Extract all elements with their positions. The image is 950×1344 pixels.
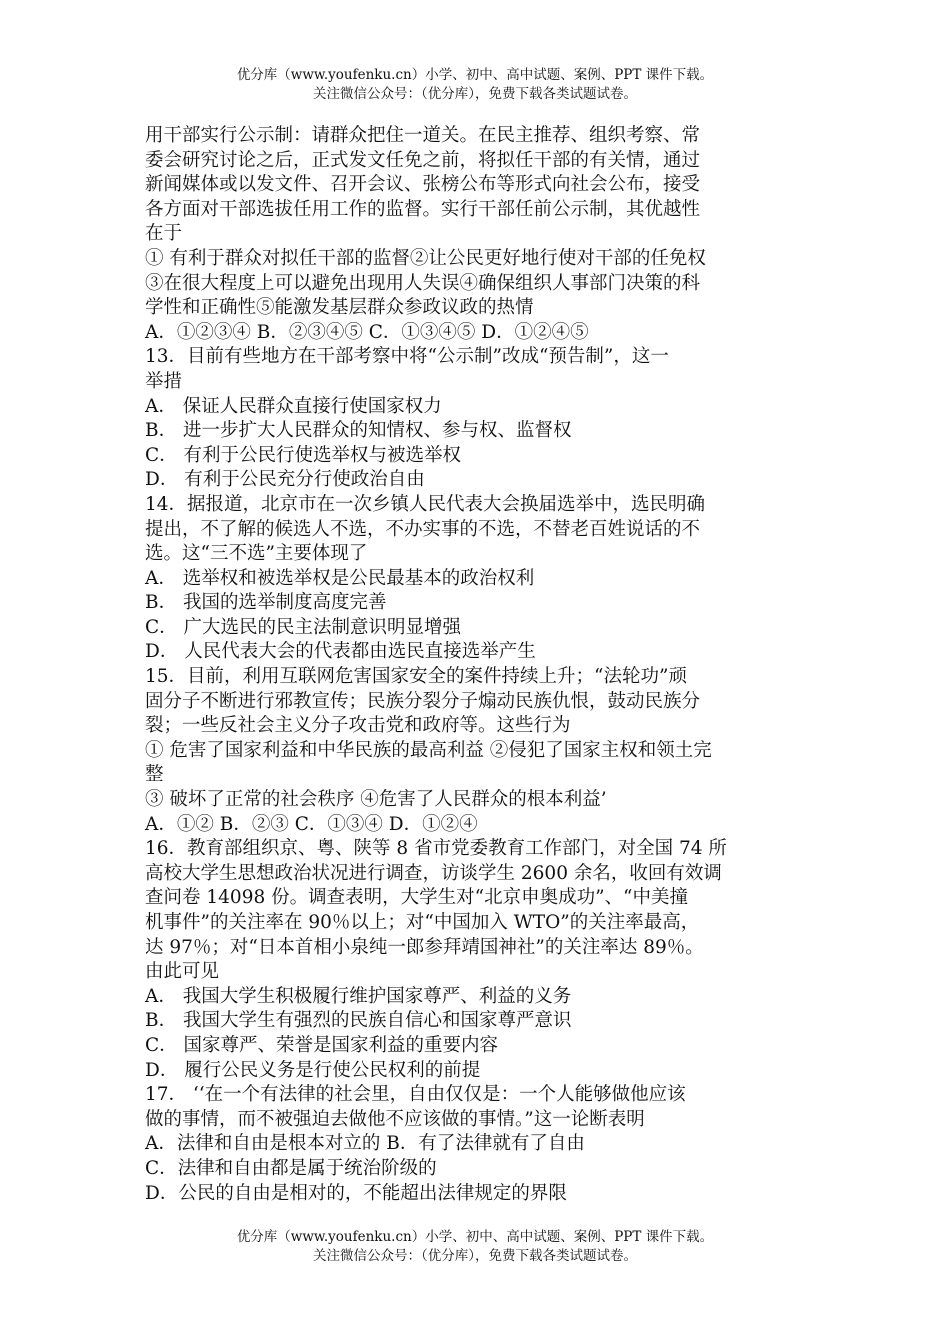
page-header: [0, 66, 950, 104]
text-line: C．法律和自由都是属于统治阶级的: [145, 1157, 437, 1179]
text-line: ① 有利于群众对拟任干部的监督②让公民更好地行使对干部的任免权: [145, 247, 706, 269]
text-line: ① 危害了国家利益和中华民族的最高利益 ②侵犯了国家主权和领土完: [145, 739, 712, 761]
text-line: 高校大学生思想政治状况进行调查，访谈学生 2600 余名，收回有效调: [145, 862, 722, 884]
text-line: D． 人民代表大会的代表都由选民直接选举产生: [145, 641, 536, 663]
text-line: B． 进一步扩大人民群众的知情权、参与权、监督权: [145, 420, 572, 442]
text-line: 学性和正确性⑤能激发基层群众参政议政的热情: [145, 297, 534, 319]
text-line: A．法律和自由是根本对立的 B．有了法律就有了自由: [145, 1133, 585, 1155]
text-line: A．①② B．②③ C．①③④ D．①②④: [145, 813, 478, 835]
text-line: 机事件”的关注率在 90％以上；对“中国加入 WTO”的关注率最高，: [145, 912, 700, 933]
text-line: 由此可见: [145, 961, 220, 983]
text-line: 17． ‘‘在一个有法律的社会里，自由仅仅是：一个人能够做他应该: [145, 1084, 686, 1106]
text-line: 16．教育部组织京、粤、陕等 8 省市党委教育工作部门，对全国 74 所: [145, 838, 727, 860]
text-line: 提出，不了解的候选人不选，不办实事的不选，不替老百姓说话的不: [145, 518, 701, 540]
text-line: A．①②③④ B．②③④⑤ C．①③④⑤ D．①②④⑤: [145, 321, 589, 343]
header-line-2: 关注微信公众号：（优分库），免费下载各类试题试卷。: [313, 86, 637, 102]
text-line: D． 履行公民义务是行使公民权利的前提: [145, 1059, 481, 1081]
text-line: 用干部实行公示制：请群众把住一道关。在民主推荐、组织考察、常: [145, 125, 701, 146]
text-line: 各方面对干部选拔任用工作的监督。实行干部任前公示制，其优越性: [145, 198, 701, 220]
text-line: 固分子不断进行邪教宣传；民族分裂分子煽动民族仇恨，鼓动民族分: [145, 690, 701, 712]
text-line: 新闻媒体或以发文件、召开会议、张榜公布等形式向社会公布，接受: [145, 174, 701, 196]
text-line: A． 我国大学生积极履行维护国家尊严、利益的义务: [145, 985, 572, 1007]
text-line: 14．据报道，北京市在一次乡镇人民代表大会换届选举中，选民明确: [145, 493, 706, 515]
text-line: 整: [145, 764, 164, 786]
text-line: B． 我国的选举制度高度完善: [145, 592, 387, 614]
footer-line-2: 关注微信公众号：（优分库），免费下载各类试题试卷。: [313, 1248, 637, 1264]
text-line: 15．目前，利用互联网危害国家安全的案件持续上升；“法轮功”顽: [145, 666, 687, 688]
text-line: A． 保证人民群众直接行使国家权力: [145, 395, 442, 417]
text-line: 查问卷 14098 份。调查表明，大学生对“北京申奥成功”、“中美撞: [145, 887, 688, 909]
document-body: [145, 124, 810, 1206]
text-line: D． 有利于公民充分行使政治自由: [145, 469, 425, 491]
text-line: C． 国家尊严、荣誉是国家利益的重要内容: [145, 1034, 499, 1056]
text-line: 在于: [145, 223, 183, 245]
footer-line-1: 优分库（www.youfenku.cn）小学、初中、高中试题、案例、PPT 课件下载。: [236, 1229, 714, 1245]
text-line: 达 97％；对“日本首相小泉纯一郎参拜靖国神社”的关注率达 89％。: [145, 936, 704, 958]
text-line: 做的事情，而不被强迫去做他不应该做的事情。”这一论断表明: [145, 1108, 645, 1130]
text-line: 裂；一些反社会主义分子攻击党和政府等。这些行为: [145, 715, 571, 737]
text-line: ③ 破坏了正常的社会秩序 ④危害了人民群众的根本利益’: [145, 789, 607, 811]
text-line: ③在很大程度上可以避免出现用人失误④确保组织人事部门决策的科: [145, 272, 701, 294]
text-line: C． 广大选民的民主法制意识明显增强: [145, 616, 462, 638]
page-footer: [0, 1228, 950, 1266]
text-line: 13．目前有些地方在干部考察中将“公示制”改成“预告制”，这一: [145, 346, 669, 368]
header-line-1: 优分库（www.youfenku.cn）小学、初中、高中试题、案例、PPT 课件下载。: [236, 67, 714, 83]
text-line: A． 选举权和被选举权是公民最基本的政治权利: [145, 567, 535, 589]
text-line: B． 我国大学生有强烈的民族自信心和国家尊严意识: [145, 1010, 572, 1032]
text-line: 举措: [145, 370, 183, 392]
text-line: 委会研究讨论之后，正式发文任免之前，将拟任干部的有关情，通过: [145, 149, 701, 171]
text-line: D．公民的自由是相对的，不能超出法律规定的界限: [145, 1182, 567, 1204]
text-line: C． 有利于公民行使选举权与被选举权: [145, 444, 462, 466]
text-line: 选。这“三不选”主要体现了: [145, 543, 368, 565]
